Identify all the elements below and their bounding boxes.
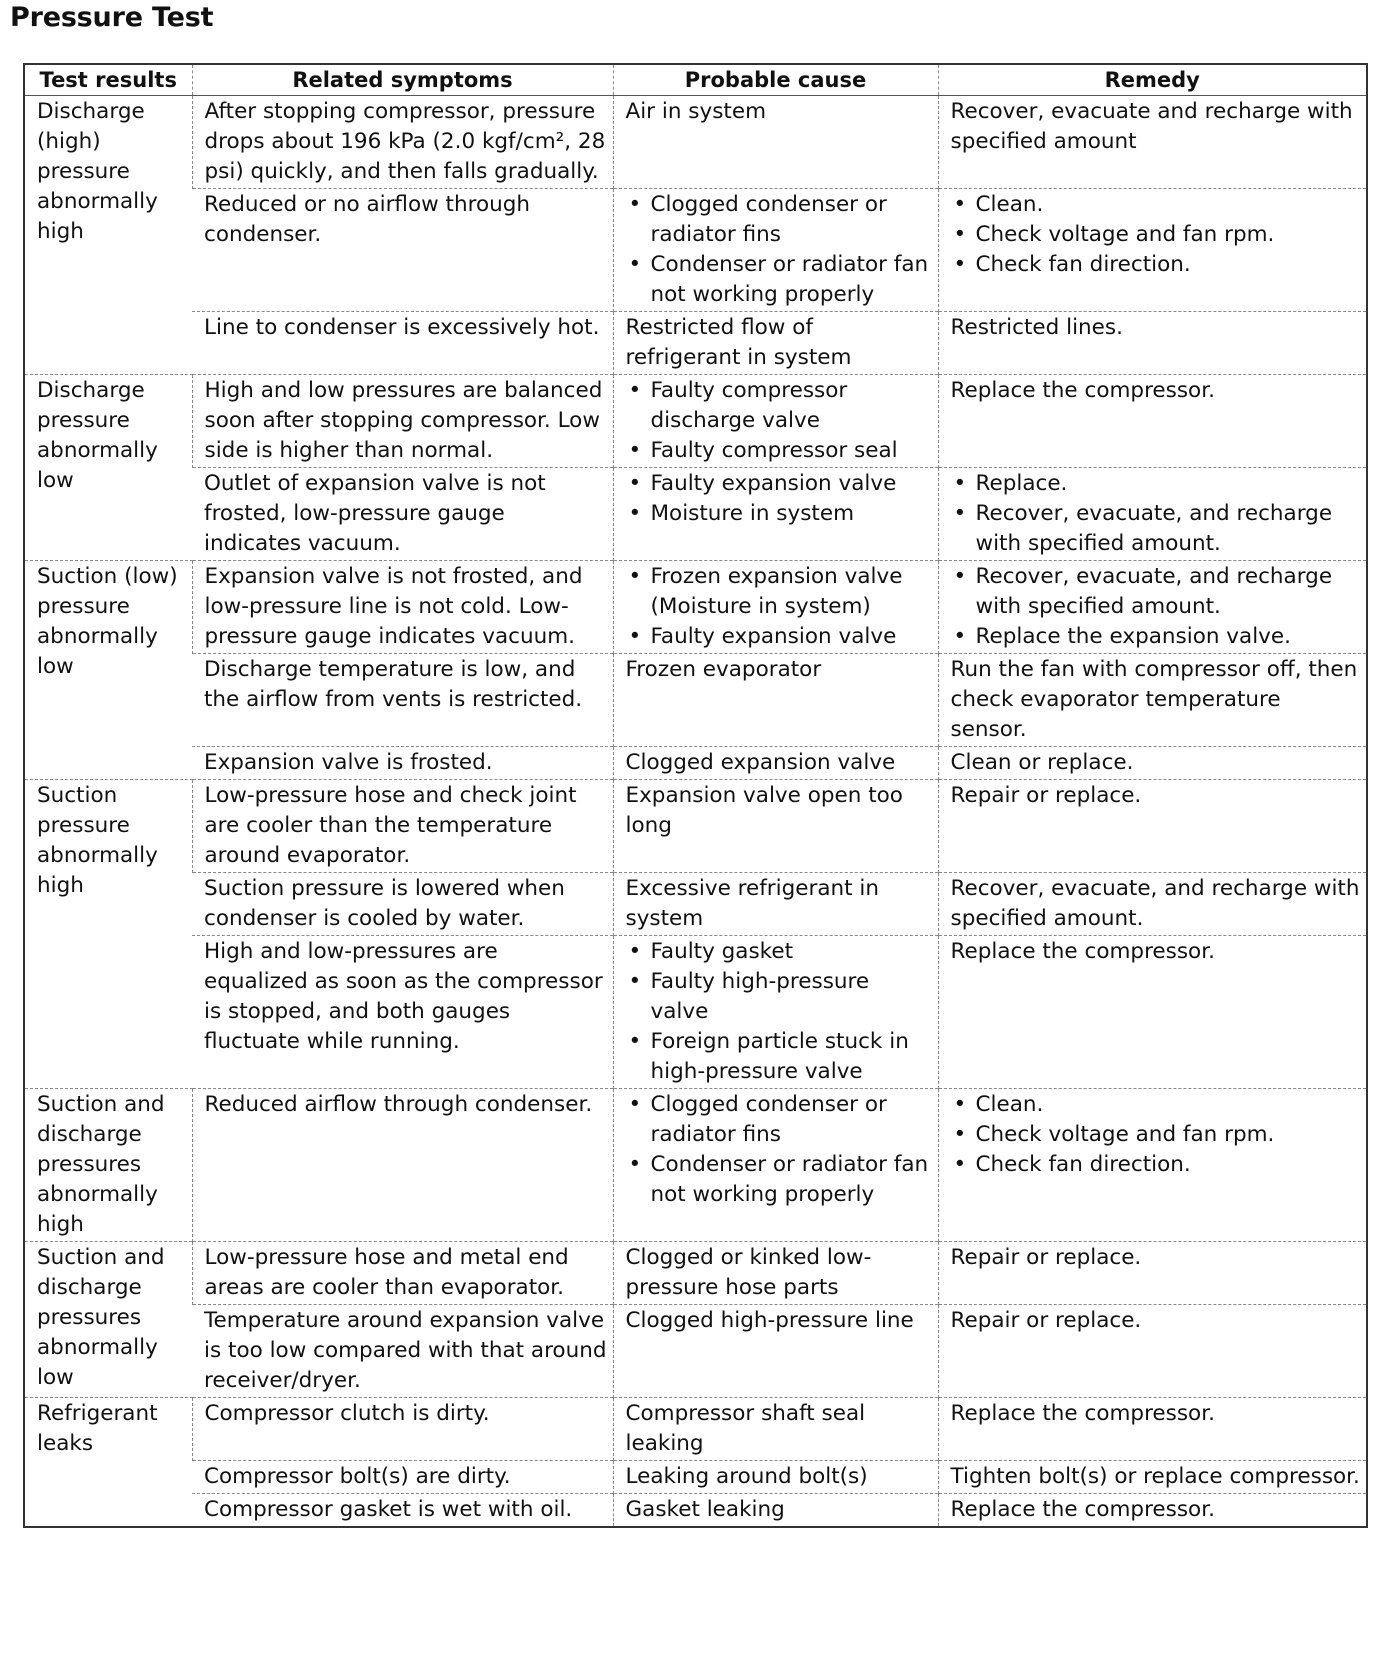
table-row [24,1242,1367,1305]
symptom-cell [192,1089,613,1242]
cause-cell-text: Air in system [625,99,767,124]
remedy-cell-text: Tighten bolt(s) or replace compressor. [950,1464,1360,1489]
symptom-text: Reduced airflow through condenser. [204,1092,593,1117]
symptom-cell [192,1494,613,1528]
symptom-text: High and low pressures are balanced soon after stopping compressor. Low side is higher than normal. [204,378,603,463]
symptom-text: Expansion valve is not frosted, and low-pressure line is not cold. Low-pressure gauge indicates vacuum. [204,564,583,649]
cause-cell-item: • Condenser or radiator fan not working properly [626,250,932,310]
cause-cell [613,1305,938,1398]
table-row [24,873,1367,936]
cause-cell-item: • Faulty gasket [626,937,932,967]
cause-cell [613,1242,938,1305]
cause-cell [613,1461,938,1494]
cause-cell [613,936,938,1089]
table-row [24,780,1367,873]
test-result-text: Suction (low) pressure abnormally low [37,564,178,679]
remedy-cell [938,747,1367,780]
cause-cell-item: • Faulty expansion valve [626,622,932,652]
remedy-cell-text: Repair or replace. [950,1245,1142,1270]
remedy-cell-item: • Check voltage and fan rpm. [951,1120,1361,1150]
cause-cell-item: • Condenser or radiator fan not working properly [626,1150,932,1210]
symptom-text: High and low-pressures are equalized as soon as the compressor is stopped, and both gauges fluctuate while running. [204,939,603,1054]
cause-cell-text: Excessive refrigerant in system [625,876,879,931]
remedy-cell [938,189,1367,312]
cause-cell [613,747,938,780]
cause-cell-text: Gasket leaking [625,1497,785,1522]
test-result-cell [24,375,192,561]
cause-cell [613,375,938,468]
pressure-test-table [23,63,1368,1528]
cause-cell-text: Restricted flow of refrigerant in system [625,315,852,370]
symptom-cell [192,468,613,561]
symptom-text: Expansion valve is frosted. [204,750,493,775]
cause-cell-item: • Moisture in system [626,499,932,529]
cause-cell-item: • Frozen expansion valve (Moisture in system) [626,562,932,622]
remedy-cell [938,561,1367,654]
remedy-cell-text: Replace the compressor. [950,939,1215,964]
cause-cell-item: • Foreign particle stuck in high-pressure valve [626,1027,932,1087]
remedy-cell-item: • Clean. [951,1090,1361,1120]
cause-cell-item: • Clogged condenser or radiator fins [626,1090,932,1150]
symptom-cell [192,1461,613,1494]
remedy-cell-item: • Replace the expansion valve. [951,622,1361,652]
test-result-text: Suction and discharge pressures abnormally high [37,1092,165,1237]
remedy-cell [938,468,1367,561]
remedy-cell [938,1494,1367,1528]
symptom-cell [192,1305,613,1398]
cause-cell-list [626,937,932,1087]
symptom-cell [192,96,613,189]
cause-cell-text: Clogged or kinked low-pressure hose parts [625,1245,872,1300]
table-row [24,96,1367,189]
symptom-text: Discharge temperature is low, and the airflow from vents is restricted. [204,657,583,712]
test-result-cell [24,96,192,375]
symptom-text: Low-pressure hose and check joint are cooler than the temperature around evaporator. [204,783,577,868]
remedy-cell-item: • Replace. [951,469,1361,499]
symptom-cell [192,936,613,1089]
remedy-cell [938,1398,1367,1461]
remedy-cell [938,1242,1367,1305]
remedy-cell-list [951,469,1361,559]
remedy-cell [938,1305,1367,1398]
page-title: Pressure Test [10,2,214,33]
remedy-cell-item: • Check fan direction. [951,250,1361,280]
symptom-text: After stopping compressor, pressure drops about 196 kPa (2.0 kgf/cm², 28 psi) quickly, and then falls gradually. [204,99,606,184]
remedy-cell-item: • Clean. [951,190,1361,220]
remedy-cell-text: Recover, evacuate, and recharge with specified amount. [950,876,1360,931]
table-row [24,1494,1367,1528]
test-result-cell [24,1398,192,1528]
table-row [24,375,1367,468]
symptom-text: Temperature around expansion valve is too low compared with that around receiver/dryer. [204,1308,607,1393]
cause-cell-list [626,562,932,652]
remedy-cell-text: Run the fan with compressor off, then check evaporator temperature sensor. [950,657,1358,742]
remedy-cell-list [951,1090,1361,1180]
test-result-cell [24,1242,192,1398]
remedy-cell-text: Replace the compressor. [950,1401,1215,1426]
remedy-cell [938,780,1367,873]
symptom-text: Suction pressure is lowered when condenser is cooled by water. [204,876,565,931]
test-result-text: Suction pressure abnormally high [37,783,158,898]
table-row [24,312,1367,375]
cause-cell-text: Leaking around bolt(s) [625,1464,868,1489]
table-row [24,747,1367,780]
header-row [24,64,1367,96]
table-body [24,96,1367,1528]
table-row [24,1305,1367,1398]
remedy-cell [938,96,1367,189]
symptom-cell [192,312,613,375]
cause-cell [613,312,938,375]
remedy-cell-item: • Check fan direction. [951,1150,1361,1180]
remedy-cell [938,312,1367,375]
remedy-cell-item: • Recover, evacuate, and recharge with specified amount. [951,562,1361,622]
test-result-text: Discharge pressure abnormally low [37,378,158,493]
cause-cell-list [626,376,932,466]
cause-cell-list [626,469,932,529]
symptom-cell [192,375,613,468]
remedy-cell-text: Replace the compressor. [950,378,1215,403]
cause-cell-item: • Clogged condenser or radiator fins [626,190,932,250]
symptom-cell [192,1398,613,1461]
cause-cell-text: Frozen evaporator [625,657,822,682]
cause-cell-item: • Faulty compressor seal [626,436,932,466]
remedy-cell [938,654,1367,747]
symptom-cell [192,780,613,873]
symptom-text: Line to condenser is excessively hot. [204,315,600,340]
cause-cell [613,468,938,561]
symptom-text: Low-pressure hose and metal end areas are cooler than evaporator. [204,1245,569,1300]
table-row [24,936,1367,1089]
cause-cell-text: Expansion valve open too long [625,783,903,838]
symptom-cell [192,561,613,654]
cause-cell-item: • Faulty expansion valve [626,469,932,499]
table-row [24,654,1367,747]
remedy-cell-text: Clean or replace. [950,750,1134,775]
cause-cell-text: Clogged high-pressure line [625,1308,914,1333]
cause-cell-list [626,190,932,310]
remedy-cell-item: • Check voltage and fan rpm. [951,220,1361,250]
table-row [24,468,1367,561]
test-result-cell [24,1089,192,1242]
remedy-cell-item: • Recover, evacuate, and recharge with specified amount. [951,499,1361,559]
remedy-cell-list [951,562,1361,652]
header-probable-cause: Probable cause [613,64,938,96]
table-row [24,1398,1367,1461]
table-row [24,1461,1367,1494]
cause-cell [613,1398,938,1461]
cause-cell [613,780,938,873]
cause-cell-text: Compressor shaft seal leaking [625,1401,866,1456]
remedy-cell [938,375,1367,468]
remedy-cell [938,1461,1367,1494]
symptom-text: Compressor gasket is wet with oil. [204,1497,573,1522]
remedy-cell-text: Restricted lines. [950,315,1123,340]
remedy-cell [938,936,1367,1089]
cause-cell-list [626,1090,932,1210]
cause-cell [613,189,938,312]
table-row [24,1089,1367,1242]
cause-cell-text: Clogged expansion valve [625,750,896,775]
remedy-cell [938,873,1367,936]
symptom-text: Compressor bolt(s) are dirty. [204,1464,511,1489]
symptom-cell [192,654,613,747]
symptom-text: Outlet of expansion valve is not frosted, low-pressure gauge indicates vacuum. [204,471,546,556]
symptom-cell [192,1242,613,1305]
symptom-cell [192,747,613,780]
remedy-cell [938,1089,1367,1242]
header-related-symptoms: Related symptoms [192,64,613,96]
header-remedy: Remedy [938,64,1367,96]
test-result-text: Refrigerant leaks [37,1401,158,1456]
table-row [24,189,1367,312]
cause-cell [613,561,938,654]
symptom-text: Reduced or no airflow through condenser. [204,192,531,247]
test-result-cell [24,780,192,1089]
test-result-cell [24,561,192,780]
cause-cell-item: • Faulty compressor discharge valve [626,376,932,436]
cause-cell [613,654,938,747]
test-result-text: Discharge (high) pressure abnormally high [37,99,158,244]
symptom-cell [192,873,613,936]
symptom-cell [192,189,613,312]
header-test-results: Test results [24,64,192,96]
remedy-cell-text: Recover, evacuate and recharge with specified amount [950,99,1353,154]
cause-cell-item: • Faulty high-pressure valve [626,967,932,1027]
cause-cell [613,96,938,189]
cause-cell [613,873,938,936]
remedy-cell-text: Repair or replace. [950,1308,1142,1333]
remedy-cell-list [951,190,1361,280]
test-result-text: Suction and discharge pressures abnormally low [37,1245,165,1390]
cause-cell [613,1494,938,1528]
remedy-cell-text: Replace the compressor. [950,1497,1215,1522]
remedy-cell-text: Repair or replace. [950,783,1142,808]
symptom-text: Compressor clutch is dirty. [204,1401,490,1426]
cause-cell [613,1089,938,1242]
table-row [24,561,1367,654]
